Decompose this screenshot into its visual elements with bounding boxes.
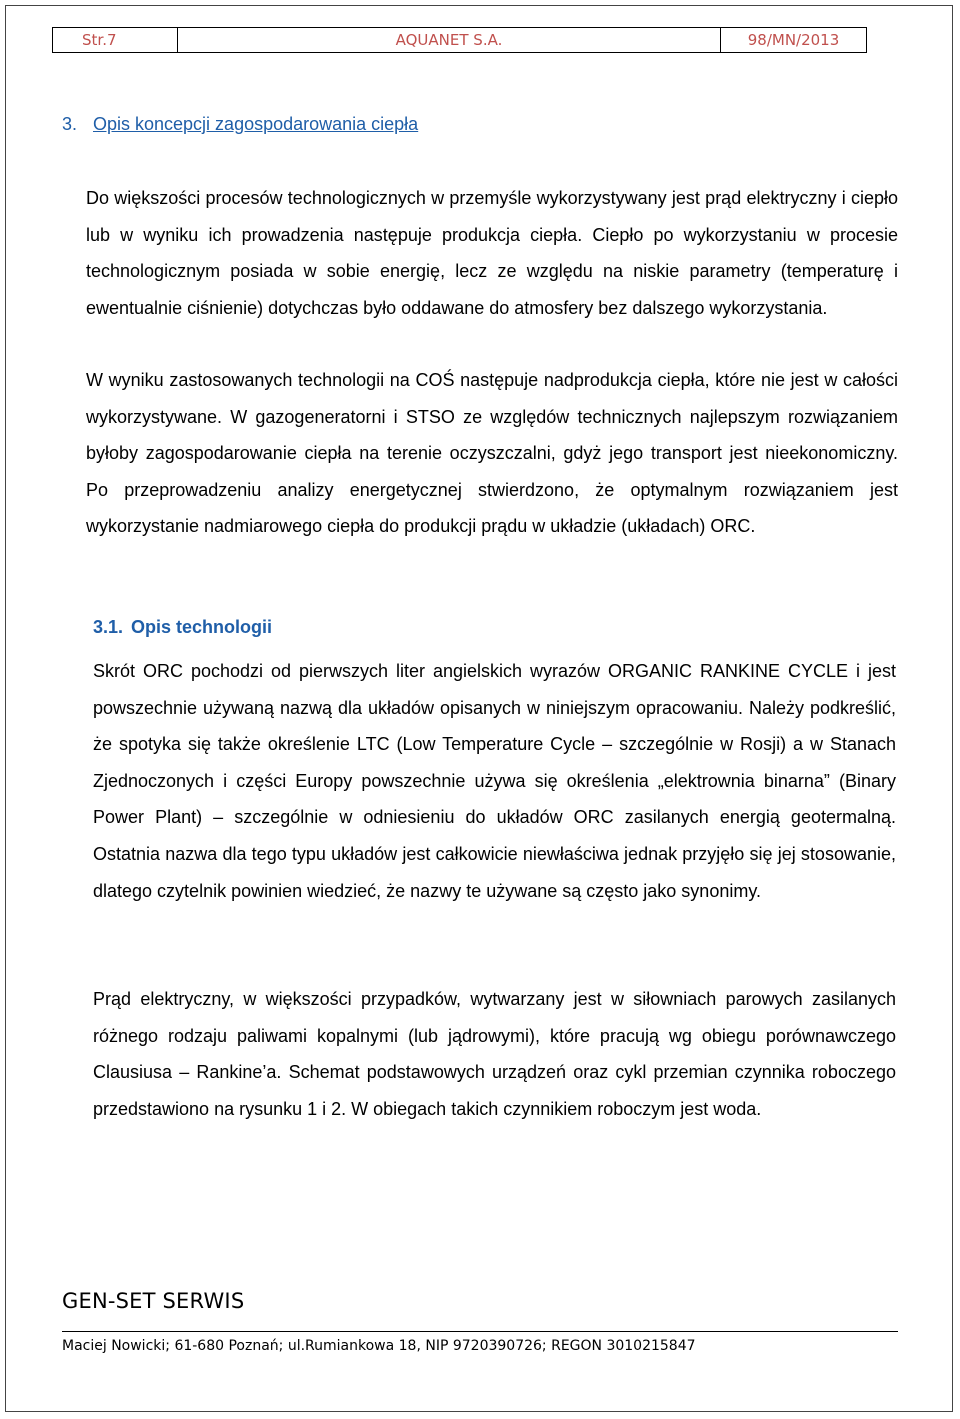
page-header xyxy=(52,27,867,53)
paragraph-orc-definition: Skrót ORC pochodzi od pierwszych liter angielskich wyrazów ORGANIC RANKINE CYCLE i jest powszechnie używaną nazwą dla układów opisanych w niniejszym opracowaniu. Należy podkreślić, że spotyka się także określenie LTC (Low Temperature Cycle – szczególnie w Rosji) a w Stanach Zjednoczonych i części Europy powszechnie używa się określenia „elektrownia binarna” (Binary Power Plant) – szczególnie w odniesieniu do układów ORC zasilanych energią geotermalną. Ostatnia nazwa dla tego typu układów jest całkowicie niewłaściwa jednak przyjęło się jej stosowanie, dlatego czytelnik powinien wiedzieć, że nazwy te używane są często jako synonimy. xyxy=(93,661,896,901)
paragraph-rankine-cycle: Prąd elektryczny, w większości przypadków, wytwarzany jest w siłowniach parowych zasilanych różnego rodzaju paliwami kopalnymi (lub jądrowymi), które pracują wg obiegu porównawczego Clausiusa – Rankine’a. Schemat podstawowych urządzeń oraz cykl przemian czynnika roboczego przedstawiono na rysunku 1 i 2. W obiegach takich czynnikiem roboczym jest woda. xyxy=(93,989,896,1119)
section-title[interactable] xyxy=(62,114,418,135)
paragraph-heat-surplus: W wyniku zastosowanych technologii na COŚ następuje nadprodukcja ciepła, które nie jest w całości wykorzystywane. W gazogeneratorni i STSO ze względów technicznych najlepszym rozwiązaniem byłoby zagospodarowanie ciepła na terenie oczyszczalni, gdyż jego transport jest nieekonomiczny. Po przeprowadzeniu analizy energetycznej stwierdzono, że optymalnym rozwiązaniem jest wykorzystanie nadmiarowego ciepła do produkcji prądu w układzie (układach) ORC. xyxy=(86,370,898,537)
header-doc-number: 98/MN/2013 xyxy=(721,28,867,53)
footer-address: Maciej Nowicki; 61-680 Poznań; ul.Rumiankowa 18, NIP 9720390726; REGON 3010215847 xyxy=(62,1338,696,1354)
section-number: 3. xyxy=(62,114,78,134)
header-page-number: Str.7 xyxy=(53,28,178,53)
header-company: AQUANET S.A. xyxy=(178,28,721,53)
subsection-title xyxy=(93,617,272,638)
subsection-number: 3.1. xyxy=(93,617,124,637)
footer-divider xyxy=(62,1331,898,1332)
paragraph-intro: Do większości procesów technologicznych w przemyśle wykorzystywany jest prąd elektryczny i ciepło lub w wyniku ich prowadzenia następuje produkcja ciepła. Ciepło po wykorzystaniu w procesie technologicznym posiada w sobie energię, lecz ze względu na niskie parametry (temperaturę i ewentualnie ciśnienie) dotychczas było oddawane do atmosfery bez dalszego wykorzystania. xyxy=(86,188,898,318)
section-title-text[interactable]: Opis koncepcji zagospodarowania ciepła xyxy=(93,114,419,134)
subsection-title-text: Opis technologii xyxy=(131,617,273,637)
footer-brand: GEN-SET SERWIS xyxy=(62,1289,245,1313)
